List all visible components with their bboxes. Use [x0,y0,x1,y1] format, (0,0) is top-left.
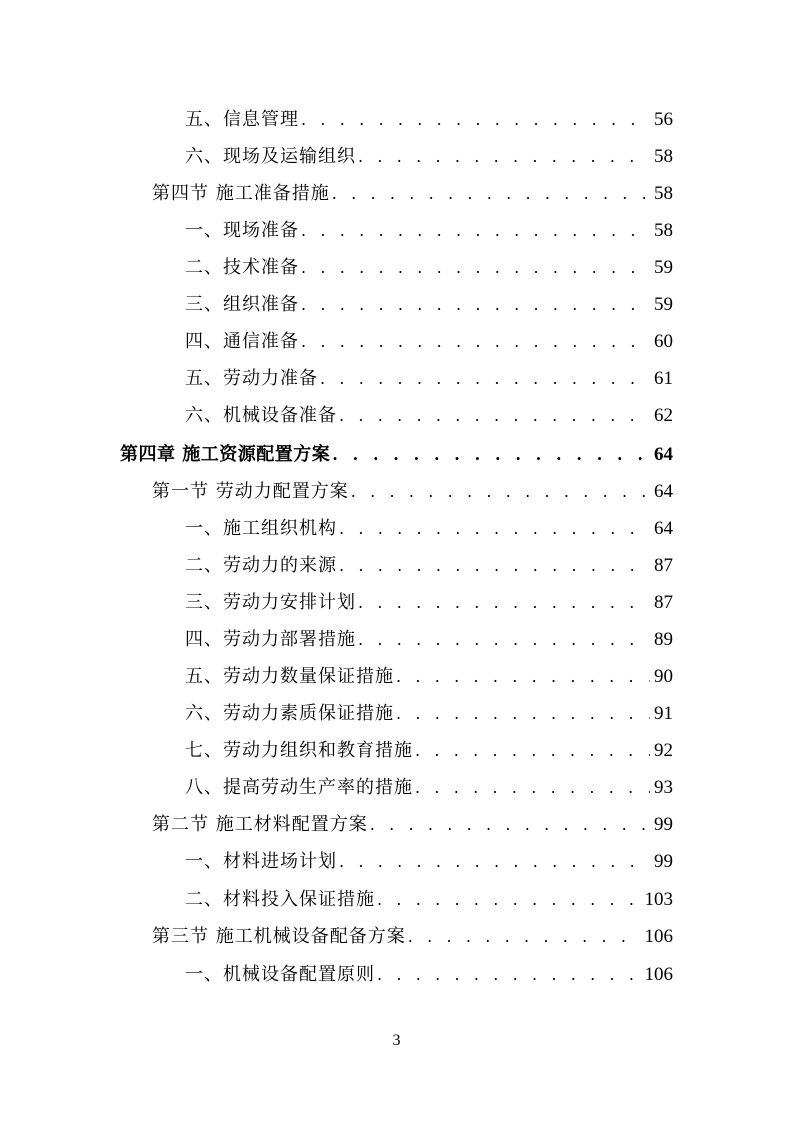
toc-entry-page: 99 [654,851,673,872]
dot-leader [358,621,650,658]
toc-entry-label: 五、信息管理 [185,109,299,130]
dot-leader [377,956,641,993]
toc-entry-page: 58 [654,183,673,204]
toc-entry-page: 99 [654,814,673,835]
toc-entry[interactable] [185,101,673,138]
dot-leader [332,175,650,212]
toc-entry-page: 64 [654,518,673,539]
toc-entry-label: 四、劳动力部署措施 [185,629,356,650]
page-number: 3 [392,1032,401,1049]
dot-leader [339,843,650,880]
toc-entry-label: 第二节 施工材料配置方案 [152,814,368,835]
toc-entry-page: 106 [644,926,673,947]
dot-leader [320,360,650,397]
dot-leader [301,212,650,249]
toc-entry[interactable] [185,732,673,769]
toc-entry-label: 二、技术准备 [185,257,299,278]
toc-entry[interactable] [185,212,673,249]
toc-entry-page: 60 [654,331,673,352]
dot-leader [339,397,650,434]
dot-leader [408,918,641,955]
toc-entry-label: 一、现场准备 [185,220,299,241]
toc-entry-page: 92 [654,740,673,761]
dot-leader [339,510,650,547]
toc-entry-page: 61 [654,368,673,389]
toc-entry[interactable] [185,323,673,360]
toc-entry-page: 103 [644,889,673,910]
toc-entry-page: 90 [654,666,673,687]
toc-entry[interactable] [185,360,673,397]
toc-entry[interactable] [185,956,673,993]
toc-entry-label: 三、组织准备 [185,294,299,315]
dot-leader [415,732,650,769]
toc-entry[interactable] [185,658,673,695]
toc-entry-page: 106 [644,964,673,985]
toc-entry-page: 89 [654,629,673,650]
toc-entry[interactable] [185,769,673,806]
toc-entry[interactable] [185,547,673,584]
toc-entry-label: 第一节 劳动力配置方案 [152,481,349,502]
toc-entry-page: 59 [654,257,673,278]
dot-leader [396,695,650,732]
toc-entry-label: 一、材料进场计划 [185,851,337,872]
toc-entry-page: 62 [654,405,673,426]
toc-entry-label: 六、机械设备准备 [185,405,337,426]
toc-entry-label: 第三节 施工机械设备配备方案 [152,926,406,947]
toc-entry[interactable] [185,621,673,658]
toc-entry[interactable] [185,249,673,286]
toc-entry-label: 二、材料投入保证措施 [185,889,375,910]
toc-entry[interactable] [185,510,673,547]
dot-leader [301,101,650,138]
toc-entry-label: 第四节 施工准备措施 [152,183,330,204]
toc-entry-label: 八、提高劳动生产率的措施 [185,777,413,798]
toc-section-entry[interactable] [152,918,673,955]
toc-entry-page: 91 [654,703,673,724]
toc-entry-page: 59 [654,294,673,315]
toc-entry-label: 六、劳动力素质保证措施 [185,703,394,724]
dot-leader [301,249,650,286]
toc-entry-page: 64 [654,444,673,465]
toc-entry-label: 四、通信准备 [185,331,299,352]
dot-leader [370,806,650,843]
toc-entry-label: 一、机械设备配置原则 [185,964,375,985]
dot-leader [351,473,650,510]
toc-entry-page: 87 [654,592,673,613]
dot-leader [301,323,650,360]
toc-entry[interactable] [185,138,673,175]
toc-entry[interactable] [185,843,673,880]
dot-leader [358,584,650,621]
toc-entry-label: 五、劳动力数量保证措施 [185,666,394,687]
toc-entry-label: 五、劳动力准备 [185,368,318,389]
toc-entry-label: 二、劳动力的来源 [185,555,337,576]
dot-leader [301,286,650,323]
toc-entry-page: 64 [654,481,673,502]
toc-section-entry[interactable] [152,175,673,212]
toc-entry-page: 56 [654,109,673,130]
dot-leader [377,881,641,918]
dot-leader [396,658,650,695]
dot-leader [415,769,650,806]
toc-entry-label: 一、施工组织机构 [185,518,337,539]
toc-entry[interactable] [185,881,673,918]
toc-chapter-entry[interactable] [120,436,673,473]
toc-entry[interactable] [185,695,673,732]
toc-entry[interactable] [185,286,673,323]
toc-entry-page: 87 [654,555,673,576]
toc-entry-label: 第四章 施工资源配置方案 [120,444,331,465]
toc-entry-page: 58 [654,146,673,167]
toc-entry-label: 六、现场及运输组织 [185,146,356,167]
toc-entry-label: 三、劳动力安排计划 [185,592,356,613]
toc-entry-label: 七、劳动力组织和教育措施 [185,740,413,761]
toc-entry[interactable] [185,584,673,621]
dot-leader [358,138,650,175]
dot-leader [332,436,650,473]
toc-entry-page: 93 [654,777,673,798]
toc-entry-page: 58 [654,220,673,241]
toc-section-entry[interactable] [152,806,673,843]
toc-section-entry[interactable] [152,473,673,510]
toc-entry[interactable] [185,397,673,434]
dot-leader [339,547,650,584]
